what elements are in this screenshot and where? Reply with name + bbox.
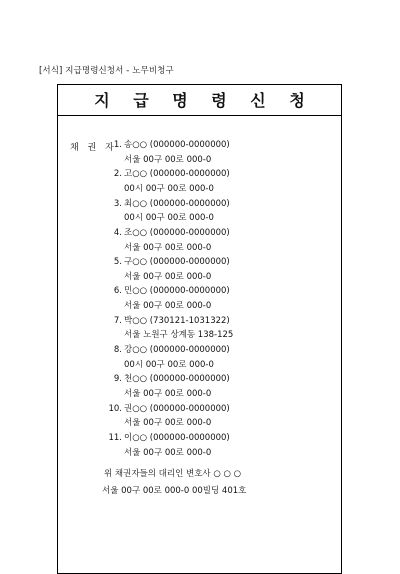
creditor-address: 00시 00구 00로 000-0	[124, 359, 214, 370]
creditor-number: 9.	[113, 374, 122, 385]
creditor-number: 6.	[113, 286, 122, 297]
creditor-entry	[102, 169, 332, 198]
creditor-entry	[102, 228, 332, 257]
creditor-number: 10.	[108, 403, 122, 414]
creditor-address: 서울 00구 00로 000-0	[124, 447, 212, 458]
creditor-entry	[102, 345, 332, 374]
creditor-name: 강○○ (000000-0000000)	[124, 345, 230, 356]
attorney-address: 서울 00구 00로 000-0 00빌딩 401호	[102, 486, 247, 496]
creditor-label: 채 권 자	[70, 143, 117, 153]
creditor-number: 8.	[113, 345, 122, 356]
creditor-address: 서울 00구 00로 000-0	[124, 389, 212, 400]
creditor-name: 민○○ (000000-0000000)	[124, 286, 230, 297]
creditor-name: 최○○ (000000-0000000)	[124, 198, 230, 209]
creditor-name: 조○○ (000000-0000000)	[124, 227, 230, 238]
creditor-list	[102, 140, 332, 462]
creditor-address: 00시 00구 00로 000-0	[124, 213, 214, 224]
form-caption: [서식] 지급명령신청서 - 노무비청구	[39, 66, 174, 76]
creditor-entry	[102, 140, 332, 169]
creditor-name: 이○○ (000000-0000000)	[124, 432, 230, 443]
creditor-name: 고○○ (000000-0000000)	[124, 169, 230, 180]
creditor-number: 3.	[113, 198, 122, 209]
creditor-address: 서울 00구 00로 000-0	[124, 271, 212, 282]
creditor-number: 4.	[113, 227, 122, 238]
creditor-address: 00시 00구 00로 000-0	[124, 183, 214, 194]
creditor-address: 서울 00구 00로 000-0	[124, 301, 212, 312]
creditor-number: 5.	[113, 257, 122, 268]
creditor-name: 박○○ (730121-1031322)	[124, 315, 230, 326]
creditor-address: 서울 00구 00로 000-0	[124, 242, 212, 253]
creditor-entry	[102, 199, 332, 228]
creditor-number: 1.	[113, 140, 122, 150]
creditor-number: 2.	[113, 169, 122, 180]
creditor-name: 권○○ (000000-0000000)	[124, 403, 230, 414]
application-form	[57, 84, 342, 574]
attorney-block	[102, 467, 246, 496]
creditor-address: 서울 00구 00로 000-0	[124, 418, 212, 429]
creditor-entry	[102, 316, 332, 345]
page-title: 지 급 명 령 신 청	[58, 85, 341, 116]
creditor-entry	[102, 286, 332, 315]
creditor-name: 천○○ (000000-0000000)	[124, 374, 230, 385]
attorney-line: 위 채권자들의 대리인 변호사 ○ ○ ○	[104, 469, 241, 479]
creditor-name: 구○○ (000000-0000000)	[124, 257, 230, 268]
creditor-entry	[102, 257, 332, 286]
creditor-number: 7.	[113, 315, 122, 326]
creditor-address: 서울 노원구 상계동 138-125	[124, 330, 234, 341]
creditor-number: 11.	[108, 432, 122, 443]
creditor-entry	[102, 404, 332, 433]
creditor-entry	[102, 433, 332, 462]
creditor-name: 송○○ (000000-0000000)	[124, 140, 230, 150]
creditor-entry	[102, 374, 332, 403]
creditor-address: 서울 00구 00로 000-0	[124, 154, 212, 165]
